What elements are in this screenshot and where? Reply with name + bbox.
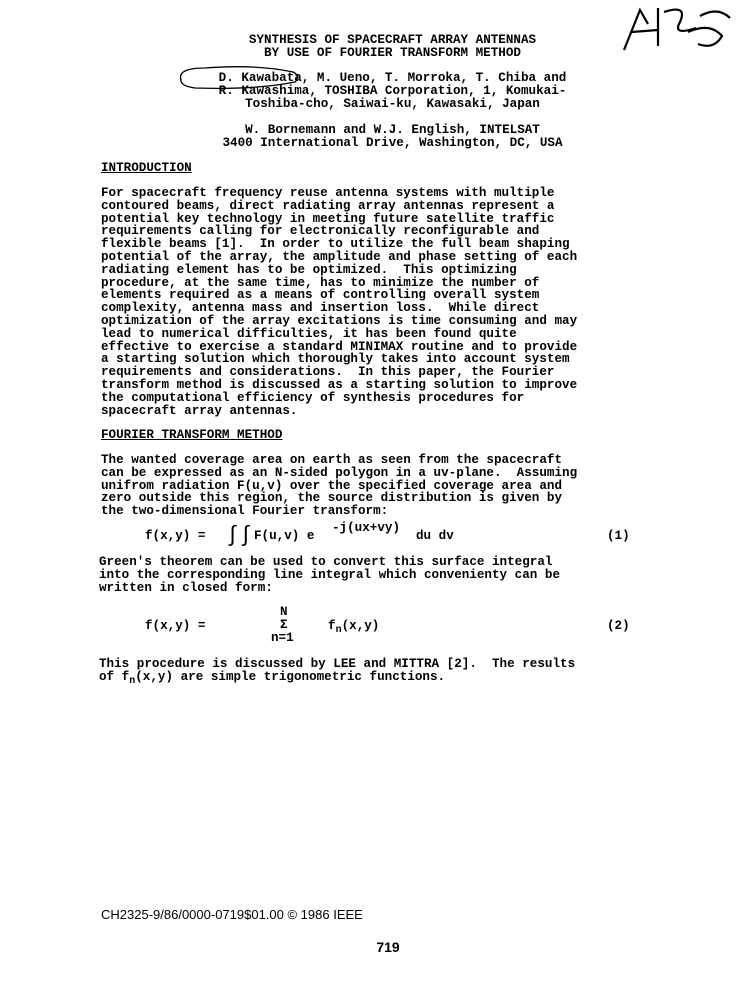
eq2-lhs: f(x,y) = xyxy=(145,619,206,633)
authors-line-5: 3400 International Drive, Washington, DC, USA xyxy=(222,135,563,150)
title-line-1: SYNTHESIS OF SPACECRAFT ARRAY ANTENNAS xyxy=(248,33,537,47)
paragraph-3-line-2-pre: of f xyxy=(99,669,130,684)
author-block xyxy=(0,72,755,110)
eq2-sigma: Σ xyxy=(280,618,288,632)
introduction-heading: INTRODUCTION xyxy=(101,161,192,175)
paragraph-3-line-2-post: (x,y) are simple trigonometric functions. xyxy=(135,669,446,684)
eq1-number: (1) xyxy=(607,529,630,543)
eq1-integrand: F(u,v) e xyxy=(254,529,315,543)
copyright-footer: CH2325-9/86/0000-0719$01.00 © 1986 IEEE xyxy=(101,907,363,922)
eq1-lhs: f(x,y) = xyxy=(145,529,206,543)
authors-line-2: R. Kawashima, TOSHIBA Corporation, 1, Komukai- xyxy=(218,83,567,98)
eq2-term-f: f xyxy=(328,619,336,633)
eq2-number: (2) xyxy=(607,619,630,633)
fourier-heading: FOURIER TRANSFORM METHOD xyxy=(101,428,283,442)
fourier-paragraph-1: The wanted coverage area on earth as seen from the spacecraft can be expressed as an N-sided polygon in a uv-plane. Assuming unifrom radiation F(u,v) over the specified coverage area and zero outside this region, the source distribution is given by the two-dimensional Fourier transform: xyxy=(101,453,578,519)
authors-line-4: W. Bornemann and W.J. English, INTELSAT xyxy=(245,123,540,137)
eq2-term xyxy=(328,619,380,636)
eq1-differentials: du dv xyxy=(416,529,454,543)
fourier-paragraph-3 xyxy=(99,657,576,687)
paragraph-3-subscript: n xyxy=(129,675,136,687)
eq2-term-args: (x,y) xyxy=(341,619,380,633)
eq1-integral-sign: ∫∫ xyxy=(226,523,253,548)
eq2-upper-limit: N xyxy=(280,605,288,619)
eq2-term-subscript: n xyxy=(335,625,342,636)
authors-line-3: Toshiba-cho, Saiwai-ku, Kawasaki, Japan xyxy=(245,96,540,111)
page-number: 719 xyxy=(376,939,400,955)
introduction-paragraph: For spacecraft frequency reuse antenna systems with multiple contoured beams, direct radiating array antennas represent a potential key technology in meeting future satellite traffic requirements calling for electronically reconfigurable and flexible beams [1]. In order to utilize the full beam shaping potential of the array, the amplitude and phase setting of each radiating element has to be optimized. This optimizing procedure, at the same time, has to minimize the number of elements required as a means of controlling overall system complexity, antenna mass and insertion loss. While direct optimization of the array excitations is time consuming and may lead to numerical difficulties, it has been found quite effective to exercise a standard MINIMAX routine and to provide a starting solution which thoroughly takes into account system requirements and considerations. In this paper, the Fourier transform method is discussed as a starting solution to improve the computational efficiency of synthesis procedures for spacecraft array antennas. xyxy=(101,186,578,418)
fourier-paragraph-2: Green's theorem can be used to convert this surface integral into the corresponding line integral which convenienty can be written in closed form: xyxy=(99,555,561,595)
eq2-lower-limit: n=1 xyxy=(271,631,294,645)
eq1-exponent: -j(ux+vy) xyxy=(332,521,401,535)
title-line-2: BY USE OF FOURIER TRANSFORM METHOD xyxy=(264,45,521,60)
paper-title xyxy=(0,34,755,60)
author-block-2 xyxy=(0,124,755,150)
authors-line-1: D. Kawabata, M. Ueno, T. Morroka, T. Chiba and xyxy=(218,71,567,85)
paragraph-3-line-1: This procedure is discussed by LEE and MITTRA [2]. The results xyxy=(99,657,576,671)
